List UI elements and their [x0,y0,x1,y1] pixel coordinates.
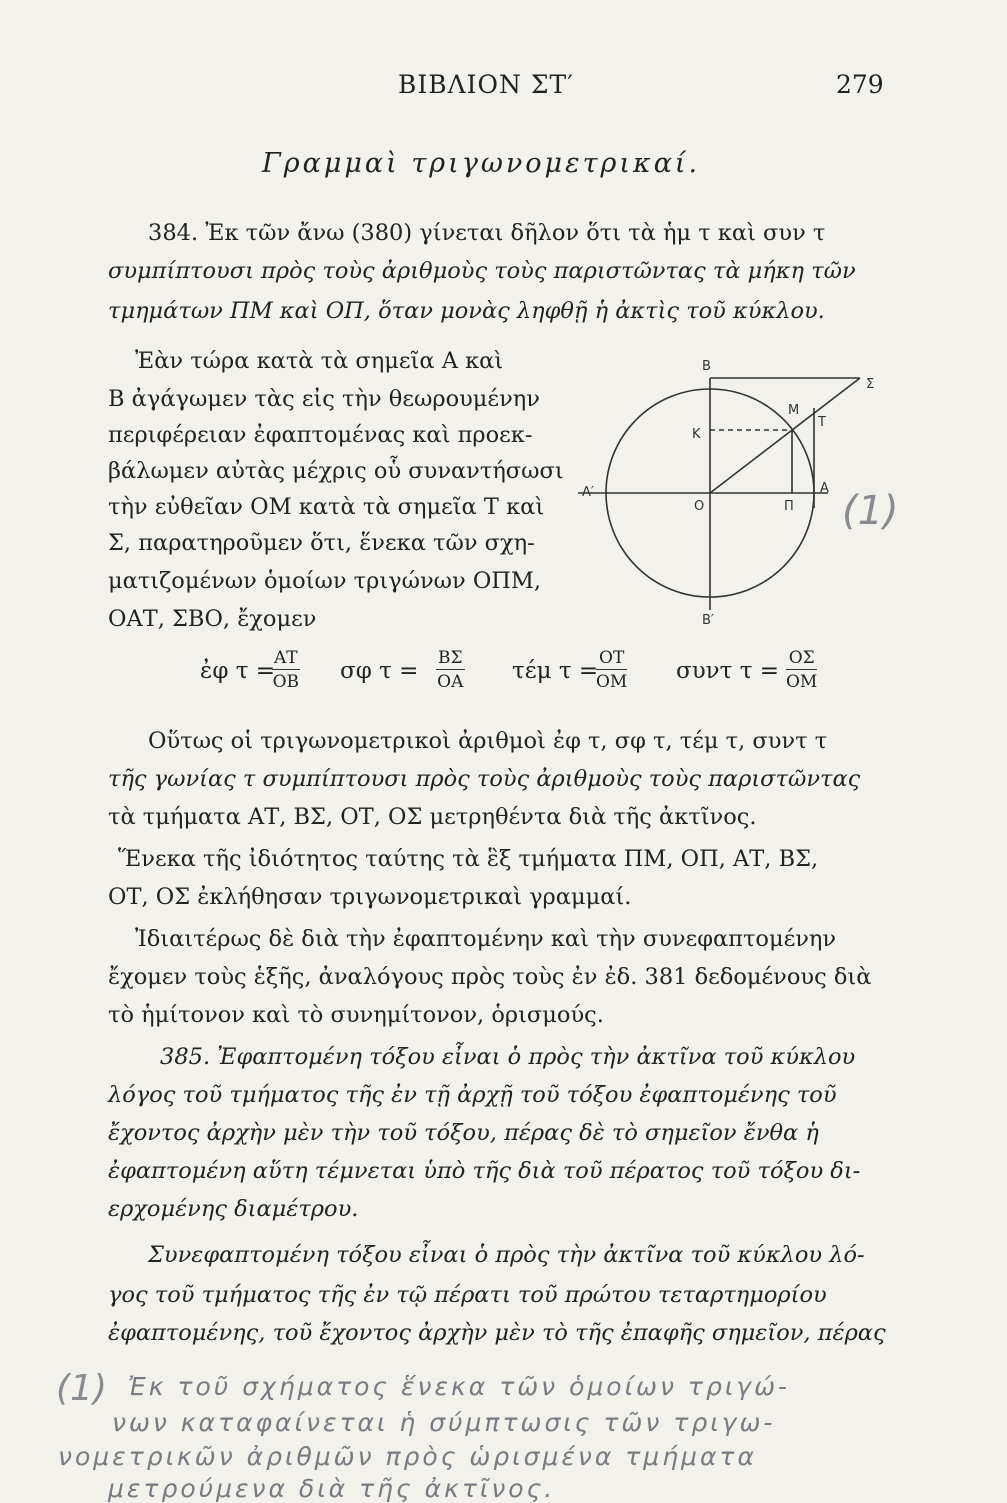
section-title: Γραμμαὶ τριγωνομετρικαί. [262,148,701,179]
para-outos-line3: τὰ τμήματα ΑΤ, ΒΣ, ΟΤ, ΟΣ μετρηθέντα διὰ τῆς ἀκτῖνος. [108,804,757,830]
running-head: ΒΙΒΛΙΟΝ ΣΤ′ [398,70,574,99]
formula-tem-den: ΟΜ [596,672,628,692]
formula-synt-fraction [786,648,817,692]
para385-line3: ἔχοντος ἀρχὴν μὲν τὴν τοῦ τόξου, πέρας δὲ τὸ σημεῖον ἔνθα ἡ [108,1120,819,1146]
formula-eph-fraction [272,648,300,692]
para-tangent-line3: περιφέρειαν ἐφαπτομένας καὶ προεκ- [108,422,533,448]
para-idiaiteros-line1: Ἰδιαιτέρως δὲ διὰ τὴν ἐφαπτομένην καὶ τὴν συνεφαπτομένην [135,926,837,952]
formula-eph-lhs: ἐφ τ = [200,658,276,684]
formula-tem-num: ΟΤ [596,648,627,670]
handwritten-note-line4: μετρούμενα διὰ τῆς ἀκτῖνος. [108,1474,556,1503]
formula-tem-lhs: τέμ τ = [512,658,599,684]
para385-line1: 385. Ἐφαπτομένη τόξου εἶναι ὁ πρὸς τὴν ἀκτῖνα τοῦ κύκλου [160,1044,856,1070]
label-o: Ο [694,499,705,514]
para-tangent-line4: βάλωμεν αὐτὰς μέχρις οὗ συναντήσωσι [108,458,564,484]
para-tangent-line6: Σ, παρατηροῦμεν ὅτι, ἕνεκα τῶν σχη- [108,530,535,556]
label-t: Τ [818,415,826,430]
handwritten-note-mark: (1) [56,1368,107,1409]
formula-synt-num: ΟΣ [786,648,817,670]
para-idiaiteros-line2: ἔχομεν τοὺς ἑξῆς, ἀναλόγους πρὸς τοὺς ἐν ἐδ. 381 δεδομένους διὰ [108,964,872,990]
formula-sph-den: ΟΑ [437,672,464,692]
para385-line5: ερχομένης διαμέτρου. [108,1196,359,1222]
para-tangent-line7: ματιζομένων ὁμοίων τριγώνων ΟΠΜ, [108,568,542,594]
para385-line4: ἐφαπτομένη αὕτη τέμνεται ὑπὸ τῆς διὰ τοῦ πέρατος τοῦ τόξου δι- [108,1158,861,1184]
label-m: Μ [788,403,800,418]
line-om-extended [710,378,860,493]
para-synef-line1: Συνεφαπτομένη τόξου εἶναι ὁ πρὸς τὴν ἀκτῖνα τοῦ κύκλου λό- [148,1242,865,1268]
para-outos-line2: τῆς γωνίας τ συμπίπτουσι πρὸς τοὺς ἀριθμοὺς τοὺς παριστῶντας [108,766,861,792]
para-eneka-line1: Ἕνεκα τῆς ἰδιότητος ταύτης τὰ ἓξ τμήματα ΠΜ, ΟΠ, ΑΤ, ΒΣ, [118,846,819,872]
para384-line2: συμπίπτουσι πρὸς τοὺς ἀριθμοὺς τοὺς παριστῶντας τὰ μήκη τῶν [108,258,856,284]
para-tangent-line5: τὴν εὐθεῖαν ΟΜ κατὰ τὰ σημεῖα Τ καὶ [108,494,545,520]
formula-sph-lhs: σφ τ = [340,658,419,684]
handwritten-note-line2: νων καταφαίνεται ἡ σύμπτωσις τῶν τριγω- [112,1408,776,1437]
label-k: Κ [692,427,701,442]
para384-line1: 384. Ἐκ τῶν ἄνω (380) γίνεται δῆλον ὅτι τὰ ἡμ τ καὶ συν τ [148,220,826,246]
para-tangent-line1: Ἐὰν τώρα κατὰ τὰ σημεῖα Α καὶ [135,348,504,374]
para-tangent-line8: ΟΑΤ, ΣΒΟ, ἔχομεν [108,606,317,632]
label-b: Β [702,359,711,374]
formula-sph-fraction [436,648,465,692]
margin-note-mark: (1) [842,488,899,534]
trig-formulas [0,638,1007,708]
page-number: 279 [836,70,884,99]
handwritten-note-line1: Ἐκ τοῦ σχήματος ἕνεκα τῶν ὁμοίων τριγώ- [128,1372,791,1401]
formula-eph-den: ΟΒ [272,672,300,692]
para-tangent-line2: Β ἀγάγωμεν τὰς εἰς τὴν θεωρουμένην [108,386,540,412]
para384-line3: τμημάτων ΠΜ καὶ ΟΠ, ὅταν μονὰς ληφθῇ ἡ ἀκτὶς τοῦ κύκλου. [108,298,825,324]
label-b-prime: Β′ [702,613,714,628]
formula-synt-lhs: συντ τ = [676,658,780,684]
formula-sph-num: ΒΣ [438,648,463,668]
label-s: Σ [866,377,875,392]
label-p: Π [784,499,794,514]
para-outos-line1: Οὕτως οἱ τριγωνομετρικοὶ ἀριθμοὶ ἐφ τ, σφ τ, τέμ τ, συντ τ [148,728,828,754]
para-idiaiteros-line3: τὸ ἡμίτονον καὶ τὸ συνημίτονον, ὁρισμούς. [108,1002,604,1028]
para-eneka-line2: ΟΤ, ΟΣ ἐκλήθησαν τριγωνομετρικαὶ γραμμαί. [108,884,632,910]
para385-line2: λόγος τοῦ τμήματος τῆς ἐν τῇ ἀρχῇ τοῦ τόξου ἐφαπτομένης τοῦ [108,1082,837,1108]
formula-tem-fraction [596,648,627,692]
handwritten-note-line3: νομετρικῶν ἀριθμῶν πρὸς ὡρισμένα τμήματα [58,1442,757,1471]
formula-synt-den: ΟΜ [786,672,818,692]
label-a: Α [820,481,829,496]
para-synef-line2: γος τοῦ τμήματος τῆς ἐν τῷ πέρατι τοῦ πρώτου τεταρτημορίου [108,1282,827,1308]
label-a-prime: Α′ [582,485,594,500]
formula-eph-num: ΑΤ [274,648,298,668]
para-synef-line3: ἐφαπτομένης, τοῦ ἔχοντος ἀρχὴν μὲν τὸ τῆς ἐπαφῆς σημεῖον, πέρας [108,1320,886,1346]
